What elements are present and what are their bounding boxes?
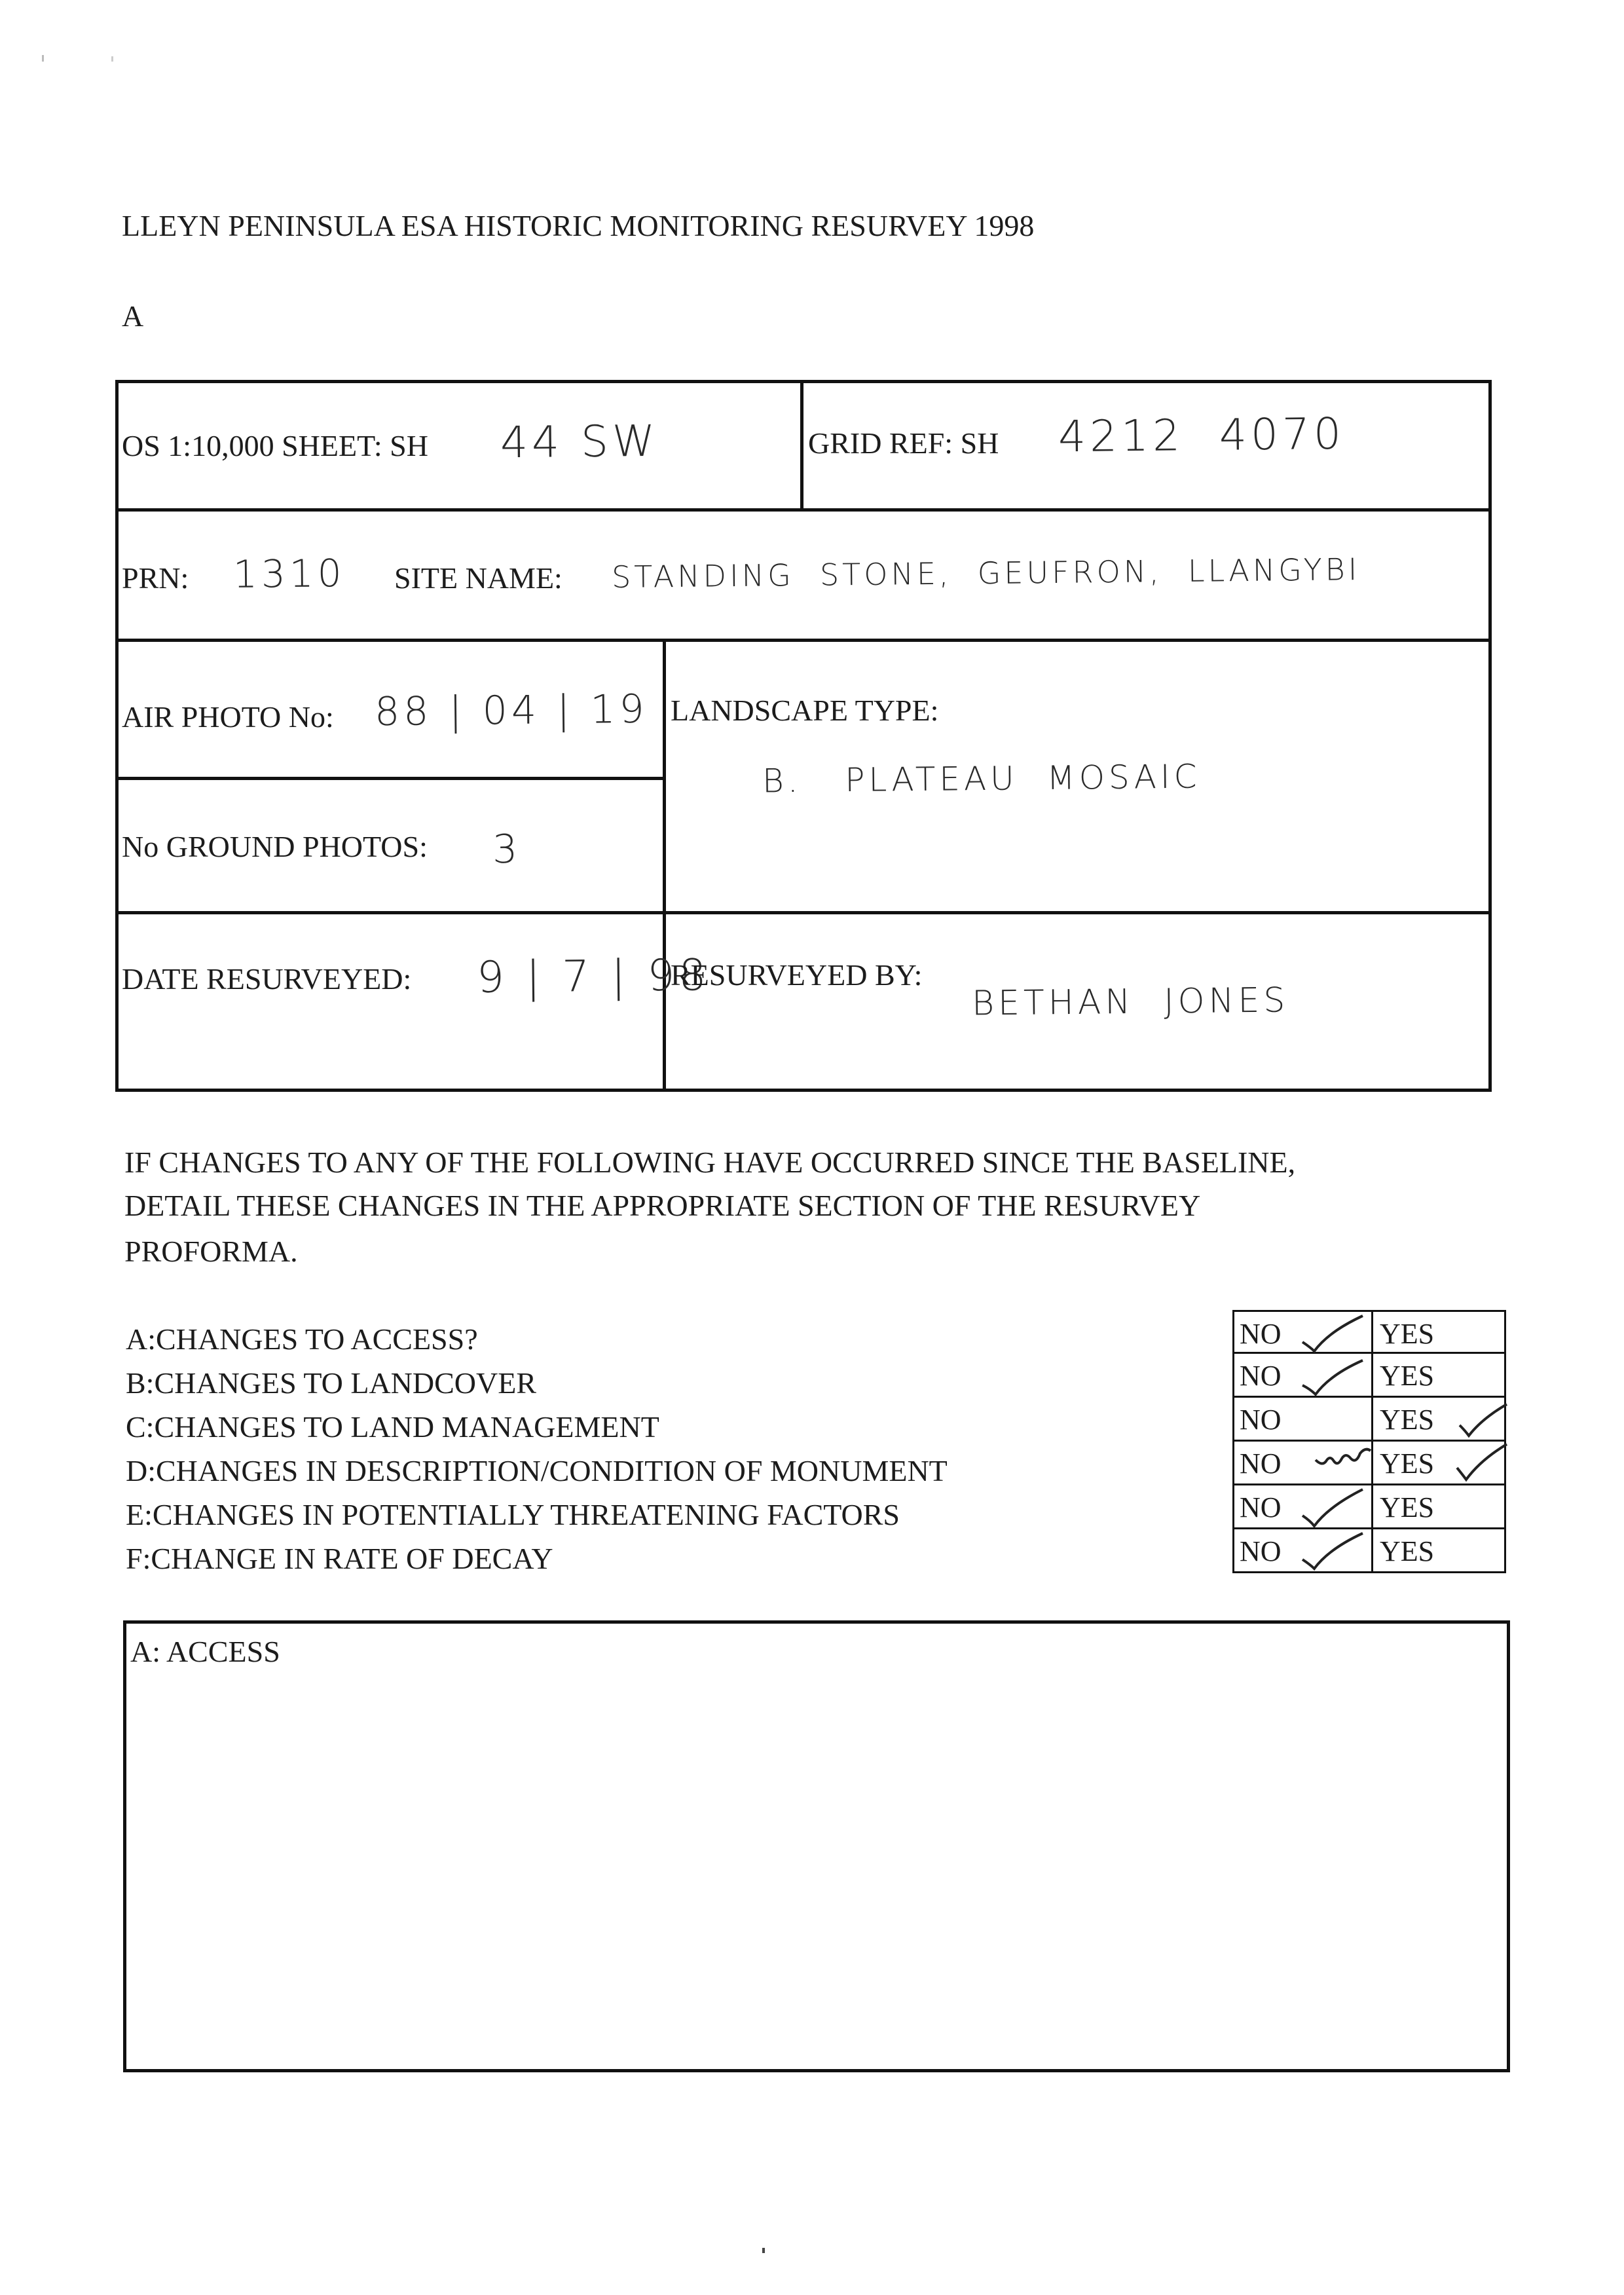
tick-row bbox=[1232, 1529, 1506, 1573]
landscape-type-label: LANDSCAPE TYPE: bbox=[671, 694, 939, 727]
resurveyed-by-value: BETHAN JONES bbox=[971, 980, 1289, 1024]
yes-checkbox[interactable]: YES bbox=[1380, 1491, 1435, 1523]
access-notes-box[interactable] bbox=[123, 1620, 1510, 2072]
changes-tick-table bbox=[1232, 1310, 1506, 1575]
no-checkbox[interactable]: NO bbox=[1240, 1404, 1282, 1436]
yes-checkbox[interactable]: YES bbox=[1380, 1404, 1435, 1436]
date-resurveyed-value: 9 | 7 | 98 bbox=[476, 950, 710, 1003]
tick-row bbox=[1232, 1398, 1506, 1442]
tick-row bbox=[1232, 1485, 1506, 1529]
tick-row bbox=[1232, 1354, 1506, 1398]
change-question: A:CHANGES TO ACCESS? bbox=[126, 1322, 478, 1356]
scan-speck bbox=[111, 56, 113, 62]
yes-checkbox[interactable]: YES bbox=[1380, 1318, 1435, 1350]
prn-label: PRN: bbox=[122, 561, 189, 595]
tick-mark-icon bbox=[1454, 1442, 1509, 1483]
change-question: C:CHANGES TO LAND MANAGEMENT bbox=[126, 1410, 659, 1444]
change-question: F:CHANGE IN RATE OF DECAY bbox=[126, 1542, 553, 1575]
form-divider bbox=[800, 380, 803, 511]
change-question: E:CHANGES IN POTENTIALLY THREATENING FACTORS bbox=[126, 1498, 900, 1531]
air-photo-value: 88 | 04 | 19 bbox=[374, 686, 649, 736]
no-checkbox[interactable]: NO bbox=[1240, 1447, 1282, 1480]
change-question: B:CHANGES TO LANDCOVER bbox=[126, 1366, 537, 1400]
no-checkbox[interactable]: NO bbox=[1240, 1535, 1282, 1567]
no-checkbox[interactable]: NO bbox=[1240, 1491, 1282, 1523]
tick-mark-icon bbox=[1300, 1531, 1365, 1571]
date-resurveyed-label: DATE RESURVEYED: bbox=[122, 962, 412, 996]
ground-photos-label: No GROUND PHOTOS: bbox=[122, 830, 428, 863]
resurveyed-by-label: RESURVEYED BY: bbox=[671, 958, 923, 992]
tick-mark-icon bbox=[1300, 1356, 1365, 1397]
instructions-line: PROFORMA. bbox=[124, 1235, 298, 1268]
tick-row bbox=[1232, 1442, 1506, 1485]
tick-mark-icon bbox=[1300, 1313, 1365, 1354]
yes-checkbox[interactable]: YES bbox=[1380, 1447, 1435, 1480]
form-divider bbox=[663, 639, 666, 1092]
yes-checkbox[interactable]: YES bbox=[1380, 1360, 1435, 1392]
yes-checkbox[interactable]: YES bbox=[1380, 1535, 1435, 1567]
tick-mark-icon bbox=[1457, 1402, 1509, 1440]
landscape-type-value: B. PLATEAU MOSAIC bbox=[762, 757, 1201, 800]
form-divider bbox=[115, 911, 1492, 914]
ground-photos-value: 3 bbox=[492, 826, 522, 873]
no-checkbox[interactable]: NO bbox=[1240, 1360, 1282, 1392]
form-divider bbox=[115, 639, 1492, 642]
tick-mark-icon bbox=[1300, 1487, 1365, 1529]
tick-row bbox=[1232, 1310, 1506, 1354]
grid-ref-value: 4212 4070 bbox=[1058, 408, 1346, 462]
os-sheet-label: OS 1:10,000 SHEET: SH bbox=[122, 429, 428, 462]
instructions-line: IF CHANGES TO ANY OF THE FOLLOWING HAVE OCCURRED SINCE THE BASELINE, bbox=[124, 1146, 1296, 1179]
air-photo-label: AIR PHOTO No: bbox=[122, 700, 334, 734]
scan-speck bbox=[762, 2248, 765, 2253]
section-letter: A bbox=[122, 299, 144, 333]
form-title: LLEYN PENINSULA ESA HISTORIC MONITORING RESURVEY 1998 bbox=[122, 209, 1035, 242]
instructions-line: DETAIL THESE CHANGES IN THE APPROPRIATE SECTION OF THE RESURVEY bbox=[124, 1189, 1201, 1222]
site-name-label: SITE NAME: bbox=[394, 561, 563, 595]
os-sheet-value: 44 SW bbox=[500, 415, 659, 468]
scribble-mark-icon bbox=[1313, 1444, 1372, 1470]
form-divider bbox=[115, 777, 664, 780]
no-checkbox[interactable]: NO bbox=[1240, 1318, 1282, 1350]
access-label: A: ACCESS bbox=[130, 1635, 280, 1668]
change-question: D:CHANGES IN DESCRIPTION/CONDITION OF MONUMENT bbox=[126, 1454, 948, 1487]
scan-speck bbox=[42, 55, 44, 62]
prn-value: 1310 bbox=[232, 551, 346, 597]
form-divider bbox=[115, 508, 1492, 512]
grid-ref-label: GRID REF: SH bbox=[808, 426, 999, 460]
site-name-value: STANDING STONE, GEUFRON, LLANGYBI bbox=[611, 551, 1361, 595]
